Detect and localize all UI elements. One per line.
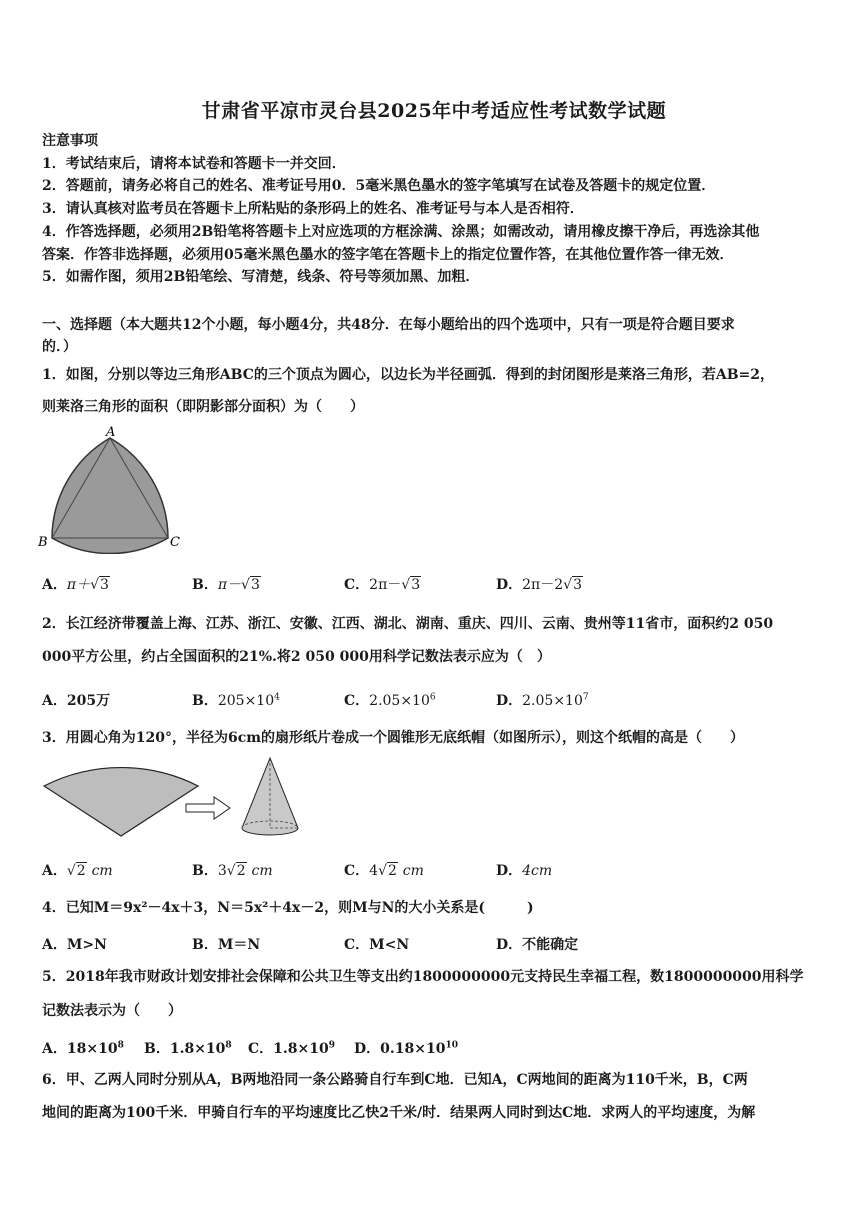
question-6-stem: 6．甲、乙两人同时分别从A，B两地沿同一条公路骑自行车到C地．已知A，C两地间的距离为110千米，B，C两: [42, 1072, 748, 1088]
vertex-label-c: C: [170, 535, 180, 550]
section-heading-cont: 的．）: [42, 339, 77, 355]
question-4-stem: 4．已知M＝9x²－4x＋3，N＝5x²＋4x－2，则M与N的大小关系是( ): [42, 900, 534, 916]
q2-option-b[interactable]: B．$205\times 10^4$: [192, 692, 280, 709]
sector-to-cone-figure: [38, 752, 318, 848]
question-1-stem: 1．如图，分别以等边三角形ABC的三个顶点为圆心，以边长为半径画弧．得到的封闭图形是莱洛三角形，若AB=2，: [42, 367, 775, 383]
q3-option-b[interactable]: B．3√2 cm: [192, 863, 273, 879]
q2-option-d[interactable]: D．$2.05\times 10^7$: [496, 692, 589, 709]
page-title: 甘肃省平凉市灵台县2025年中考适应性考试数学试题: [201, 100, 667, 122]
reuleaux-triangle-figure: [36, 424, 186, 554]
notice-heading: 注意事项: [42, 133, 98, 149]
q3-option-c[interactable]: C．4√2 cm: [344, 863, 424, 879]
q1-option-b[interactable]: B．π－√3: [192, 577, 260, 593]
notice-item: 3．请认真核对监考员在答题卡上所粘贴的条形码上的姓名、准考证号与本人是否相符．: [42, 201, 584, 217]
q5-option-d[interactable]: D．$0.18\times 10^{10}$: [354, 1040, 458, 1057]
notice-item: 4．作答选择题，必须用2B铅笔将答题卡上对应选项的方框涂满、涂黑；如需改动，请用橡皮擦干净后，再选涂其他: [42, 224, 760, 240]
q4-option-b[interactable]: B．M＝N: [192, 937, 261, 953]
question-3-stem: 3．用圆心角为120°，半径为6cm的扇形纸片卷成一个圆锥形无底纸帽（如图所示），则这个纸帽的高是（ ）: [42, 730, 745, 746]
q2-option-a[interactable]: A．205万: [42, 693, 111, 709]
q1-option-d[interactable]: D．2π－2√3: [496, 577, 582, 593]
section-heading: 一、选择题（本大题共12个小题，每小题4分，共48分．在每小题给出的四个选项中，只有一项是符合题目要求: [42, 317, 735, 333]
q1-option-c[interactable]: C．2π－√3: [344, 577, 421, 593]
arrow-right-icon: [186, 797, 230, 819]
question-6-stem-cont: 地间的距离为100千米．甲骑自行车的平均速度比乙快2千米/时．结果两人同时到达C地．求两人的平均速度，为解: [42, 1105, 756, 1121]
q5-option-c[interactable]: C．$1.8\times 10^9$: [248, 1040, 335, 1057]
notice-item: 5．如需作图，须用2B铅笔绘、写清楚，线条、符号等须加黑、加粗．: [42, 269, 480, 285]
q3-option-d[interactable]: D．4cm: [496, 863, 553, 879]
q5-option-a[interactable]: A．$18\times 10^8$: [42, 1040, 124, 1057]
q4-option-a[interactable]: A．M>N: [42, 937, 107, 953]
question-1-stem-cont: 则莱洛三角形的面积（即阴影部分面积）为（ ）: [42, 399, 364, 415]
reuleaux-shaded-region: [52, 438, 168, 554]
question-2-stem: 2．长江经济带覆盖上海、江苏、浙江、安徽、江西、湖北、湖南、重庆、四川、云南、贵州等11省市，面积约2 050: [42, 616, 774, 632]
q4-option-d[interactable]: D．不能确定: [496, 937, 579, 953]
notice-item: 答案．作答非选择题，必须用05毫米黑色墨水的签字笔在答题卡上的指定位置作答，在其他位置作答一律无效．: [42, 247, 734, 263]
vertex-label-a: A: [106, 425, 116, 440]
vertex-label-b: B: [38, 535, 48, 550]
question-2-stem-cont: 000平方公里，约占全国面积的21%.将2 050 000用科学记数法表示应为（ ）: [42, 649, 551, 665]
question-5-stem: 5．2018年我市财政计划安排社会保障和公共卫生等支出约1800000000元支持民生幸福工程，数1800000000用科学: [42, 969, 804, 985]
sector-paper: [44, 768, 198, 836]
q2-option-c[interactable]: C．$2.05\times 10^6$: [344, 692, 436, 709]
notice-item: 1．考试结束后，请将本试卷和答题卡一并交回．: [42, 156, 346, 172]
q1-option-a[interactable]: A．π＋√3: [42, 577, 109, 593]
q5-option-b[interactable]: B．$1.8\times 10^8$: [144, 1040, 232, 1057]
q4-option-c[interactable]: C．M<N: [344, 937, 410, 953]
notice-item: 2．答题前，请务必将自己的姓名、准考证号用0．5毫米黑色墨水的签字笔填写在试卷及答题卡的规定位置．: [42, 178, 716, 194]
q3-option-a[interactable]: A．√2 cm: [42, 863, 113, 879]
question-5-stem-cont: 记数法表示为（ ）: [42, 1003, 182, 1019]
